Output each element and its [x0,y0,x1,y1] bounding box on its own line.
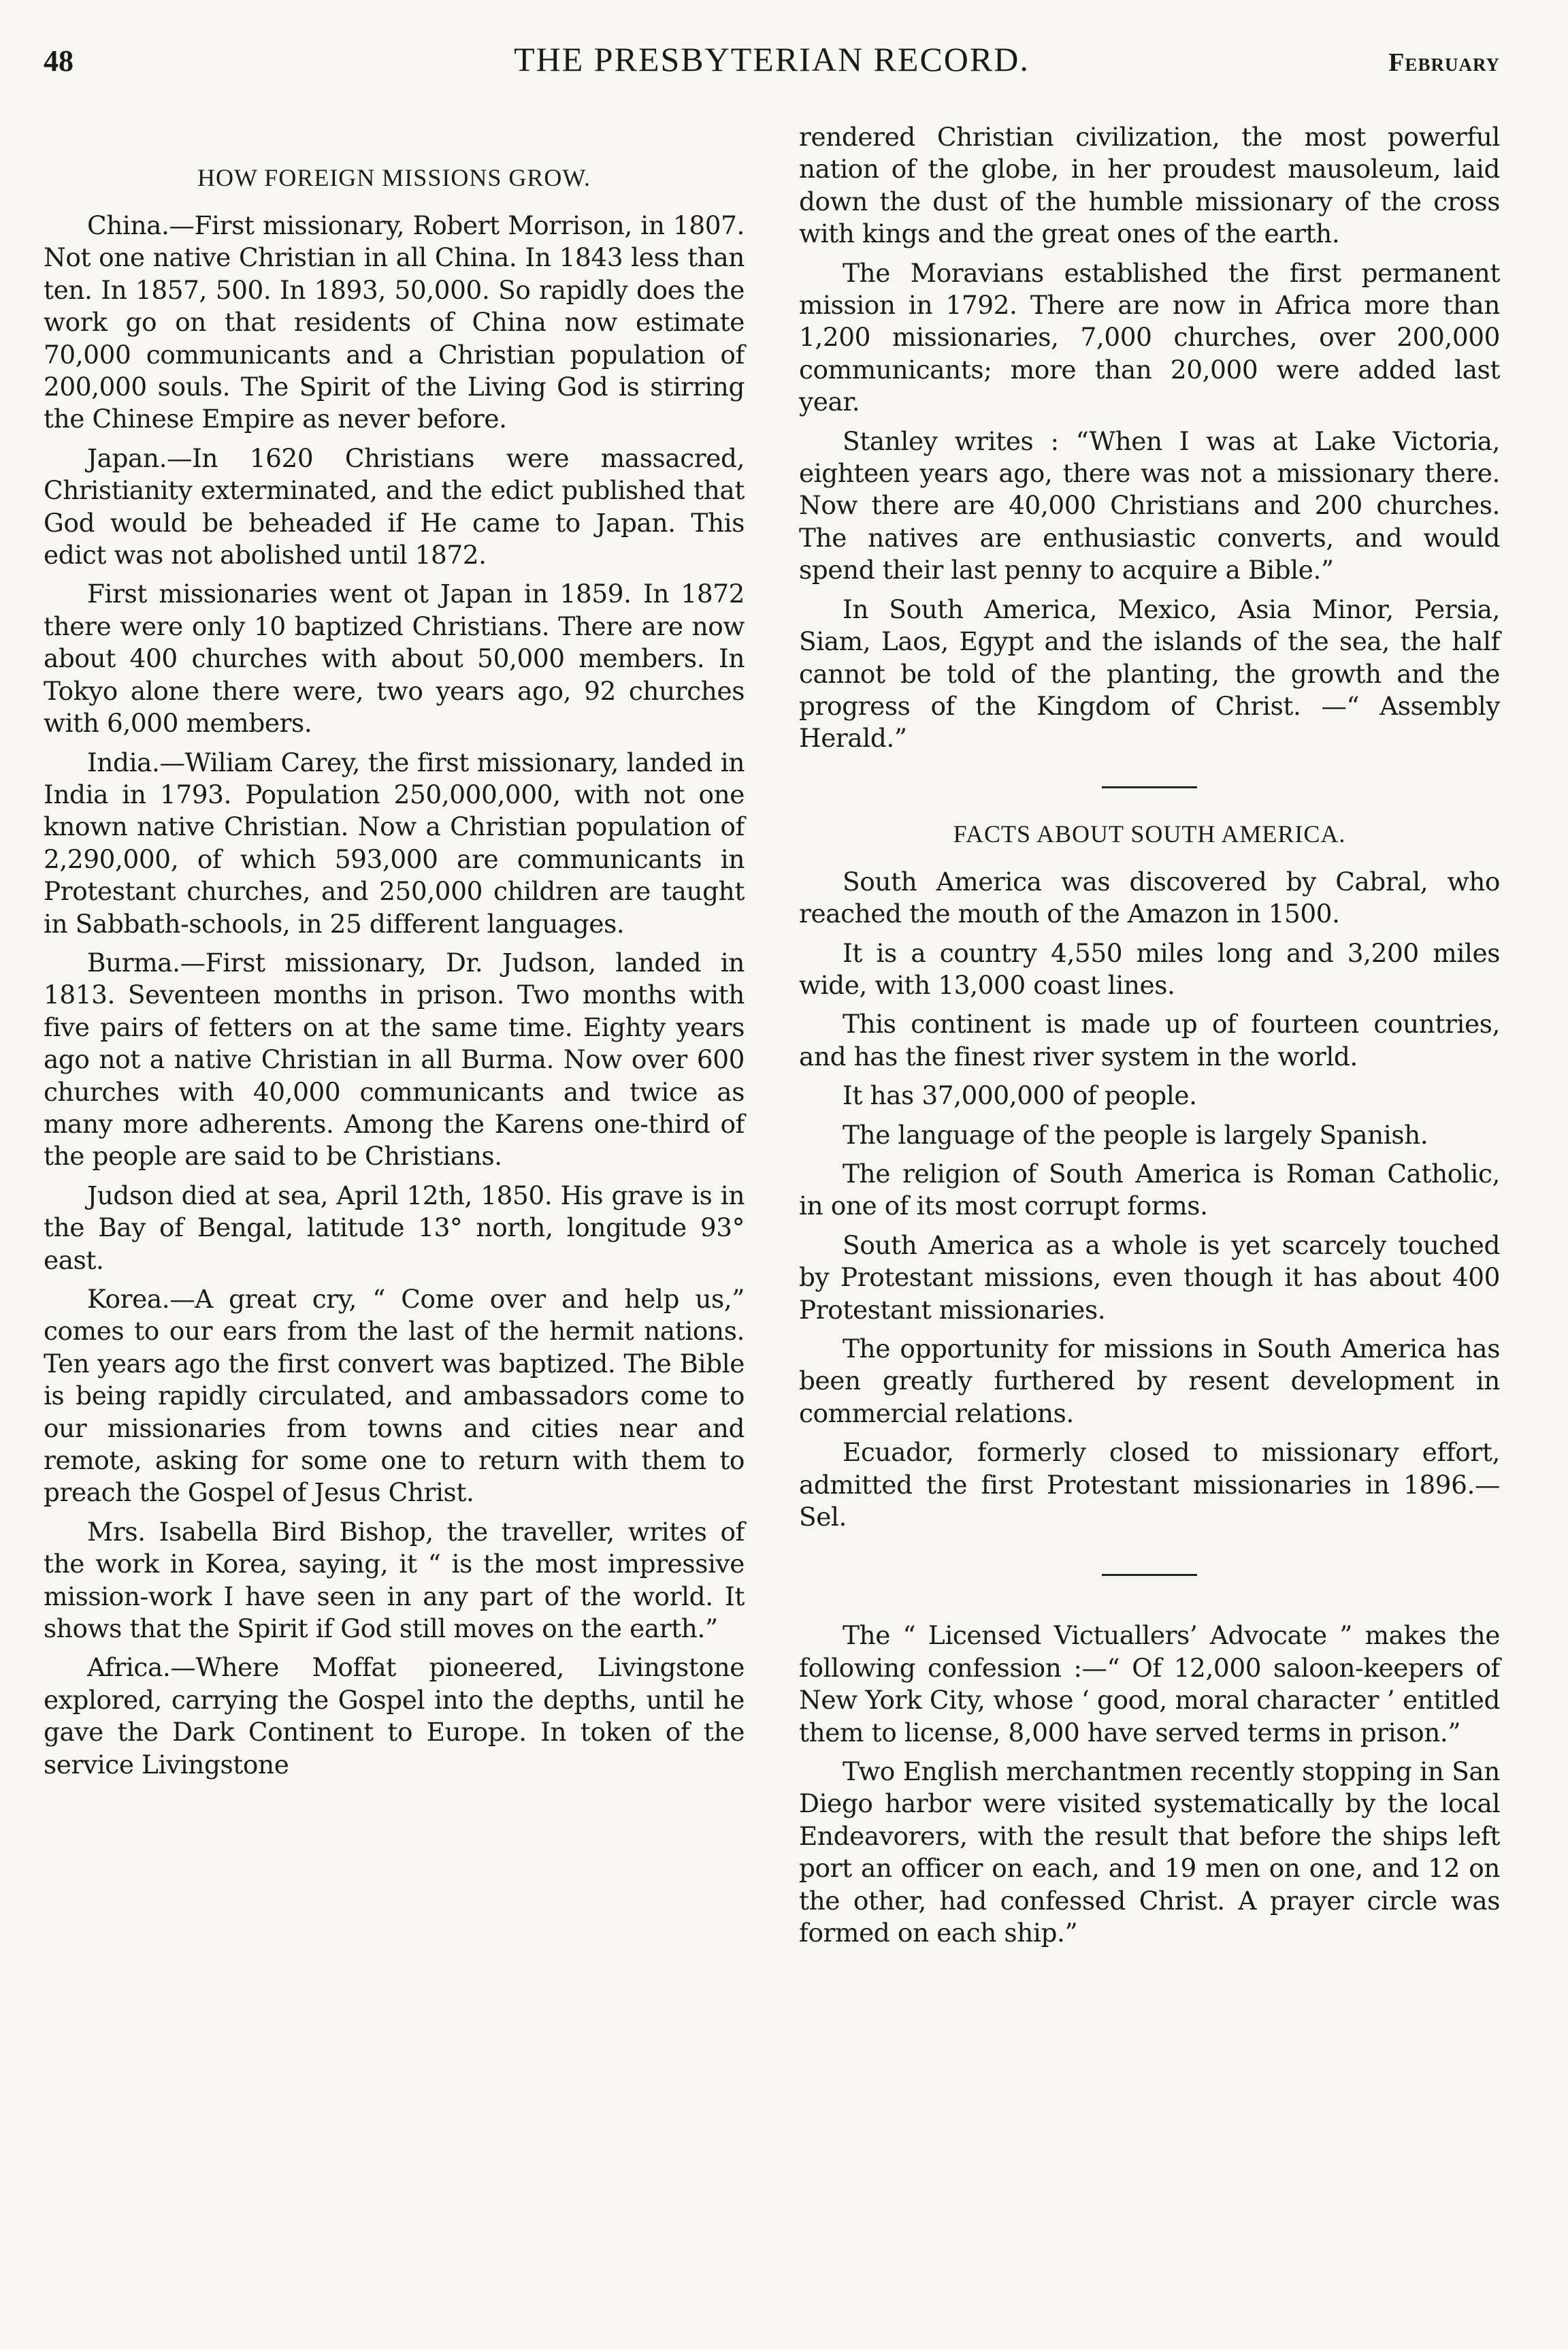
paragraph-protestant-missions: South America as a whole is yet scarcely touched by Protestant missions, even though it has about 400 Protestant missionaries. [799,1229,1500,1325]
paragraph-population: It has 37,000,000 of people. [843,1080,1197,1111]
paragraph-japan: Japan.—In 1620 Christians were massacred, Christianity exterminated, and the edict published that God would be beheaded if He came to Japan. This edict was not abolished until 1872. [44,442,745,570]
columns [44,121,1500,1957]
issue-month: February [1388,48,1500,77]
paragraph-moravians: The Moravians established the first permanent mission in 1792. There are now in Africa more than 1,200 missionaries, 7,000 churches, over 200,000 communicants; more than 20,000 were added last year. [799,257,1500,417]
paragraph-victuallers: The “ Licensed Victuallers’ Advocate ” makes the following confession :—“ Of 12,000 saloon-keepers of New York City, whose ‘ good, moral character ’ entitled them to license, 8,000 have served terms in prison.” [799,1620,1500,1748]
paragraph-ecuador: Ecuador, formerly closed to missionary effort, admitted the first Protestant missionaries in 1896.—Sel. [799,1437,1500,1532]
paragraph-cabral: South America was discovered by Cabral, who reached the mouth of the Amazon in 1500. [799,866,1500,929]
paragraph-size: It is a country 4,550 miles long and 3,200 miles wide, with 13,000 coast lines. [799,937,1500,1000]
journal-title: THE PRESBYTERIAN RECORD. [514,40,1030,78]
paragraph-merchantmen: Two English merchantmen recently stopping in San Diego harbor were visited systematically by the local Endeavorers, with the result that before the ships left port an officer on each, and 19 men on one, and 12 on the other, had confessed Christ. A prayer circle was formed on each ship.” [799,1756,1500,1948]
article-heading-south-america: FACTS ABOUT SOUTH AMERICA. [953,820,1346,848]
paragraph-africa: Africa.—Where Moffat pioneered, Livingstone explored, carrying the Gospel into the depths, until he gave the Dark Continent to Europe. In token of the service Livingstone [44,1652,745,1780]
paragraph-stanley: Stanley writes : “When I was at Lake Victoria, eighteen years ago, there was not a missionary there. Now there are 40,000 Christians and 200 churches. The natives are enthusiastic converts, and would spend their last penny to acquire a Bible.” [799,425,1500,585]
paragraph-opportunity: The opportunity for missions in South America has been greatly furthered by resent development in commercial relations. [799,1334,1500,1428]
paragraph-china: China.—First missionary, Robert Morrison, in 1807. Not one native Christian in all China. In 1843 less than ten. In 1857, 500. In 1893, 50,000. So rapidly does the work go on that residents of China now estimate 70,000 communicants and a Christian population of 200,000 souls. The Spirit of the Living God is stirring the Chinese Empire as never before. [44,210,745,434]
paragraph-japan-missionaries: First missionaries went ot Japan in 1859. In 1872 there were only 10 baptized Christians. There are now about 400 churches with about 50,000 members. In Tokyo alone there were, two years ago, 92 churches with 6,000 members. [44,579,745,739]
left-column [44,121,745,1957]
paragraph-korea: Korea.—A great cry, “ Come over and help us,” comes to our ears from the last of the hermit nations. Ten years ago the first convert was baptized. The Bible is being rapidly circulated, and ambassadors come to our missionaries from towns and cities near and remote, asking for some one to return with them to preach the Gospel of Jesus Christ. [44,1284,745,1508]
article-heading-foreign-missions: HOW FOREIGN MISSIONS GROW. [197,164,591,191]
page-number: 48 [44,44,74,78]
paragraph-india: India.—Wiliam Carey, the first missionary, landed in India in 1793. Population 250,000,000, with not one known native Christian. Now a Christian population of 2,290,000, of which 593,000 are communicants in Protestant churches, and 250,000 children are taught in Sabbath-schools, in 25 different languages. [44,747,745,939]
paragraph-bishop: Mrs. Isabella Bird Bishop, the traveller, writes of the work in Korea, saying, it “ is the most impressive mission-work I have seen in any part of the world. It shows that the Spirit if God still moves on the earth.” [44,1516,745,1644]
paragraph-judson: Judson died at sea, April 12th, 1850. His grave is in the Bay of Bengal, latitude 13° north, longitude 93° east. [44,1180,745,1275]
paragraph-south-america-kingdom: In South America, Mexico, Asia Minor, Persia, Siam, Laos, Egypt and the islands of the sea, the half cannot be told of the planting, the growth and the progress of the Kingdom of Christ. —“ Assembly Herald.” [799,594,1500,754]
section-divider [1102,1574,1197,1576]
paragraph-burma: Burma.—First missionary, Dr. Judson, landed in 1813. Seventeen months in prison. Two months with five pairs of fetters on at the same time. Eighty years ago not a native Christian in all Burma. Now over 600 churches with 40,000 communicants and twice as many more adherents. Among the Karens one-third of the people are said to be Christians. [44,947,745,1172]
paragraph-africa-continued: rendered Christian civilization, the most powerful nation of the globe, in her proudest mausoleum, laid down the dust of the humble missionary of the cross with kings and the great ones of the earth. [799,122,1500,249]
right-column [799,121,1500,1957]
section-divider [1102,786,1197,788]
paragraph-language: The language of the people is largely Spanish. [843,1119,1428,1150]
paragraph-religion: The religion of South America is Roman Catholic, in one of its most corrupt forms. [799,1158,1500,1221]
paragraph-countries: This continent is made up of fourteen countries, and has the finest river system in the world. [799,1009,1500,1072]
page-header [44,39,1500,87]
page [44,39,1500,2313]
